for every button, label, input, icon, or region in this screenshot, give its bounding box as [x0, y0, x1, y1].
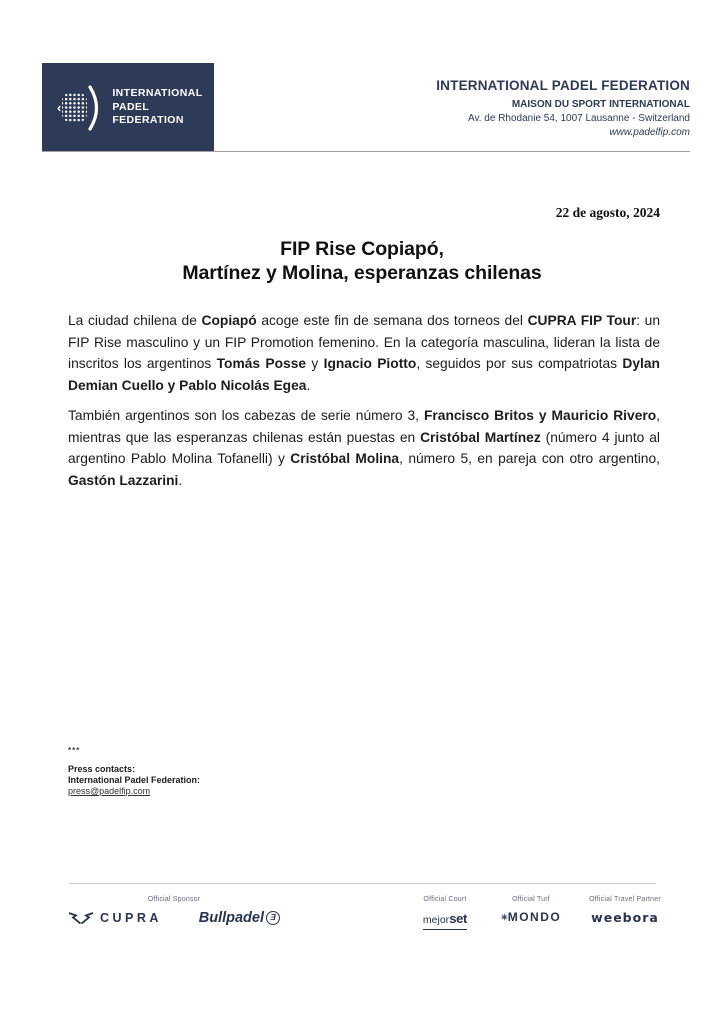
press-contacts-heading: Press contacts:	[68, 764, 136, 774]
bullpadel-logo	[199, 910, 280, 926]
release-date: 22 de agosto, 2024	[555, 205, 660, 220]
mejorset-wordmark-light: mejor	[422, 914, 450, 926]
racket-frame-arc-icon	[87, 84, 103, 132]
mejorset-logo	[423, 910, 467, 930]
press-release-paragraph-2: También argentinos son los cabezas de serie número 3, Francisco Britos y Mauricio Rivero, mientras que las esperanzas chilenas están puestas en Cristóbal Martínez (número 4 junto al argentino Pablo Molina Tofanelli) y Cristóbal Molina, número 5, en pareja con otro argentino, Gastón Lazzarini.	[68, 408, 661, 488]
official-turf-label: Official Turf	[512, 896, 550, 903]
racket-face-dots-icon	[62, 93, 87, 122]
logo-line-3: FEDERATION	[112, 114, 184, 127]
official-sponsor-label: Official Sponsor	[147, 896, 201, 903]
mejorset-wordmark-bold: set	[449, 911, 468, 926]
header-divider	[42, 151, 690, 152]
racket-handle-icon: ‹	[57, 100, 62, 115]
press-release-title	[0, 237, 724, 285]
court-partner-group	[412, 896, 478, 930]
mondo-logo	[501, 910, 561, 924]
ipf-logo-box	[42, 63, 214, 152]
sponsor-group	[68, 896, 280, 926]
official-travel-partner-label: Official Travel Partner	[589, 896, 661, 903]
footer-divider	[69, 883, 656, 884]
bullpadel-wordmark: Bullpadel	[198, 910, 264, 926]
press-contacts-org: International Padel Federation:	[68, 775, 201, 785]
official-court-label: Official Court	[423, 896, 467, 903]
end-of-release-mark: ***	[68, 746, 81, 755]
website-link[interactable]: www.padelfip.com	[609, 127, 690, 138]
press-release-paragraph-1: La ciudad chilena de Copiapó acoge este fin de semana dos torneos del CUPRA FIP Tour: un FIP Rise masculino y un FIP Promotion femenino. En la categoría masculina, lideran la lista de inscritos los argentinos Tomás Posse y Ignacio Piotto, seguidos por sus compatriotas Dylan Demian Cuello y Pablo Nicolás Egea.	[68, 313, 660, 393]
letterhead-address: Av. de Rhodanie 54, 1007 Lausanne - Switzerland	[467, 113, 690, 124]
press-contacts-block	[68, 764, 200, 797]
padel-racket-icon	[57, 84, 103, 132]
cupra-wordmark: CUPRA	[100, 911, 162, 925]
mondo-mark-icon: ✳	[501, 913, 508, 922]
turf-partner-group	[501, 896, 561, 924]
mondo-wordmark: MONDO	[507, 910, 562, 924]
cupra-logo	[68, 911, 162, 925]
press-email-link[interactable]: press@padelfip.com	[68, 786, 151, 796]
logo-line-2: PADEL	[112, 100, 150, 113]
title-line-1: FIP Rise Copiapó,	[280, 238, 444, 260]
letterhead	[436, 78, 690, 140]
bullpadel-emblem-icon: Ǝ	[266, 911, 280, 925]
letterhead-title: INTERNATIONAL PADEL FEDERATION	[436, 78, 690, 93]
letterhead-subtitle: MAISON DU SPORT INTERNATIONAL	[511, 99, 690, 110]
logo-line-1: INTERNATIONAL	[112, 87, 203, 100]
cupra-emblem-icon	[68, 911, 94, 925]
title-line-2: Martínez y Molina, esperanzas chilenas	[182, 262, 542, 284]
weebora-logo: weebora	[591, 910, 659, 925]
travel-partner-group	[589, 896, 661, 925]
ipf-logo-wordmark	[112, 87, 202, 128]
